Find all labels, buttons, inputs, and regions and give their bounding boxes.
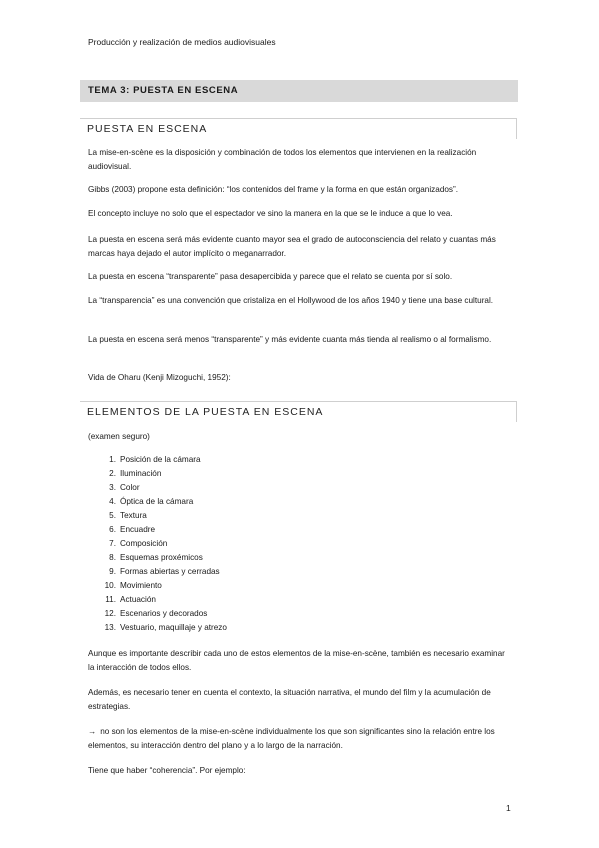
- running-header: Producción y realización de medios audiovisuales: [88, 37, 276, 47]
- elements-list: [88, 453, 388, 635]
- paragraph: Tiene que haber “coherencia”. Por ejemplo:: [88, 766, 246, 775]
- list-item: [88, 523, 388, 537]
- item-number: 10.: [104, 581, 116, 590]
- paragraph: La mise-en-scène es la disposición y combinación de todos los elementos que intervienen en la realización audiovisual.: [88, 148, 477, 171]
- chapter-title: TEMA 3: PUESTA EN ESCENA: [88, 85, 239, 96]
- item-number: 6.: [109, 525, 116, 534]
- exam-note: (examen seguro): [88, 432, 150, 441]
- list-item: [88, 621, 388, 635]
- list-item: [88, 607, 388, 621]
- paragraph-arrow: [88, 725, 513, 753]
- item-number: 11.: [105, 595, 116, 604]
- paragraph: Vida de Oharu (Kenji Mizoguchi, 1952):: [88, 373, 231, 382]
- item-text: Esquemas proxémicos: [120, 553, 203, 562]
- item-number: 1.: [109, 455, 116, 464]
- item-text: Escenarios y decorados: [120, 609, 208, 618]
- item-text: Composición: [120, 539, 168, 548]
- list-item: [88, 579, 388, 593]
- item-number: 2.: [109, 469, 116, 478]
- list-item: [88, 565, 388, 579]
- paragraph-text: no son los elementos de la mise-en-scène individualmente los que son significantes sino la relación entre los elementos, su interacción dentro del plano y a lo largo de la narración.: [88, 727, 495, 750]
- paragraph: Gibbs (2003) propone esta definición: “los contenidos del frame y la forma en que están organizados”.: [88, 185, 459, 194]
- chapter-heading-bar: [80, 80, 518, 102]
- item-number: 13.: [104, 623, 116, 632]
- list-item: [88, 551, 388, 565]
- arrow-right-icon: →: [88, 727, 97, 736]
- item-text: Iluminación: [120, 469, 162, 478]
- list-item: [88, 495, 388, 509]
- list-item: [88, 467, 388, 481]
- item-text: Formas abiertas y cerradas: [120, 567, 220, 576]
- item-text: Actuación: [120, 595, 156, 604]
- item-text: Óptica de la cámara: [120, 497, 194, 506]
- paragraph: La puesta en escena será más evidente cuanto mayor sea el grado de autoconsciencia del relato y cuantas más marcas haya dejado el autor implícito o meganarrador.: [88, 235, 496, 258]
- section-heading-elementos: [80, 401, 517, 422]
- list-item: [88, 537, 388, 551]
- item-number: 5.: [109, 511, 116, 520]
- item-text: Movimiento: [120, 581, 162, 590]
- item-text: Color: [120, 483, 140, 492]
- item-number: 8.: [109, 553, 116, 562]
- paragraph: El concepto incluye no solo que el espectador ve sino la manera en la que se le induce a que lo vea.: [88, 209, 453, 218]
- paragraph: Aunque es importante describir cada uno de estos elementos de la mise-en-scène, también es necesario examinar la interacción de todos ellos.: [88, 649, 505, 672]
- list-item: [88, 453, 388, 467]
- section-heading-puesta-en-escena: [80, 118, 517, 139]
- section-title: ELEMENTOS DE LA PUESTA EN ESCENA: [87, 406, 324, 418]
- item-number: 3.: [109, 483, 116, 492]
- item-number: 9.: [109, 567, 116, 576]
- paragraph: La puesta en escena “transparente” pasa desapercibida y parece que el relato se cuenta por sí solo.: [88, 272, 453, 281]
- section-title: PUESTA EN ESCENA: [87, 123, 208, 135]
- item-text: Posición de la cámara: [120, 455, 201, 464]
- paragraph: Además, es necesario tener en cuenta el contexto, la situación narrativa, el mundo del film y la acumulación de estrategias.: [88, 688, 491, 711]
- item-text: Vestuario, maquillaje y atrezo: [120, 623, 227, 632]
- item-text: Encuadre: [120, 525, 156, 534]
- item-number: 7.: [109, 539, 116, 548]
- list-item: [88, 509, 388, 523]
- item-number: 4.: [109, 497, 116, 506]
- page-number: 1: [506, 803, 511, 813]
- paragraph: La puesta en escena será menos “transparente” y más evidente cuanta más tienda al realismo o al formalismo.: [88, 335, 492, 344]
- item-number: 12.: [104, 609, 116, 618]
- list-item: [88, 593, 388, 607]
- list-item: [88, 481, 388, 495]
- paragraph: La “transparencia” es una convención que cristaliza en el Hollywood de los años 1940 y tiene una base cultural.: [88, 296, 494, 305]
- item-text: Textura: [120, 511, 147, 520]
